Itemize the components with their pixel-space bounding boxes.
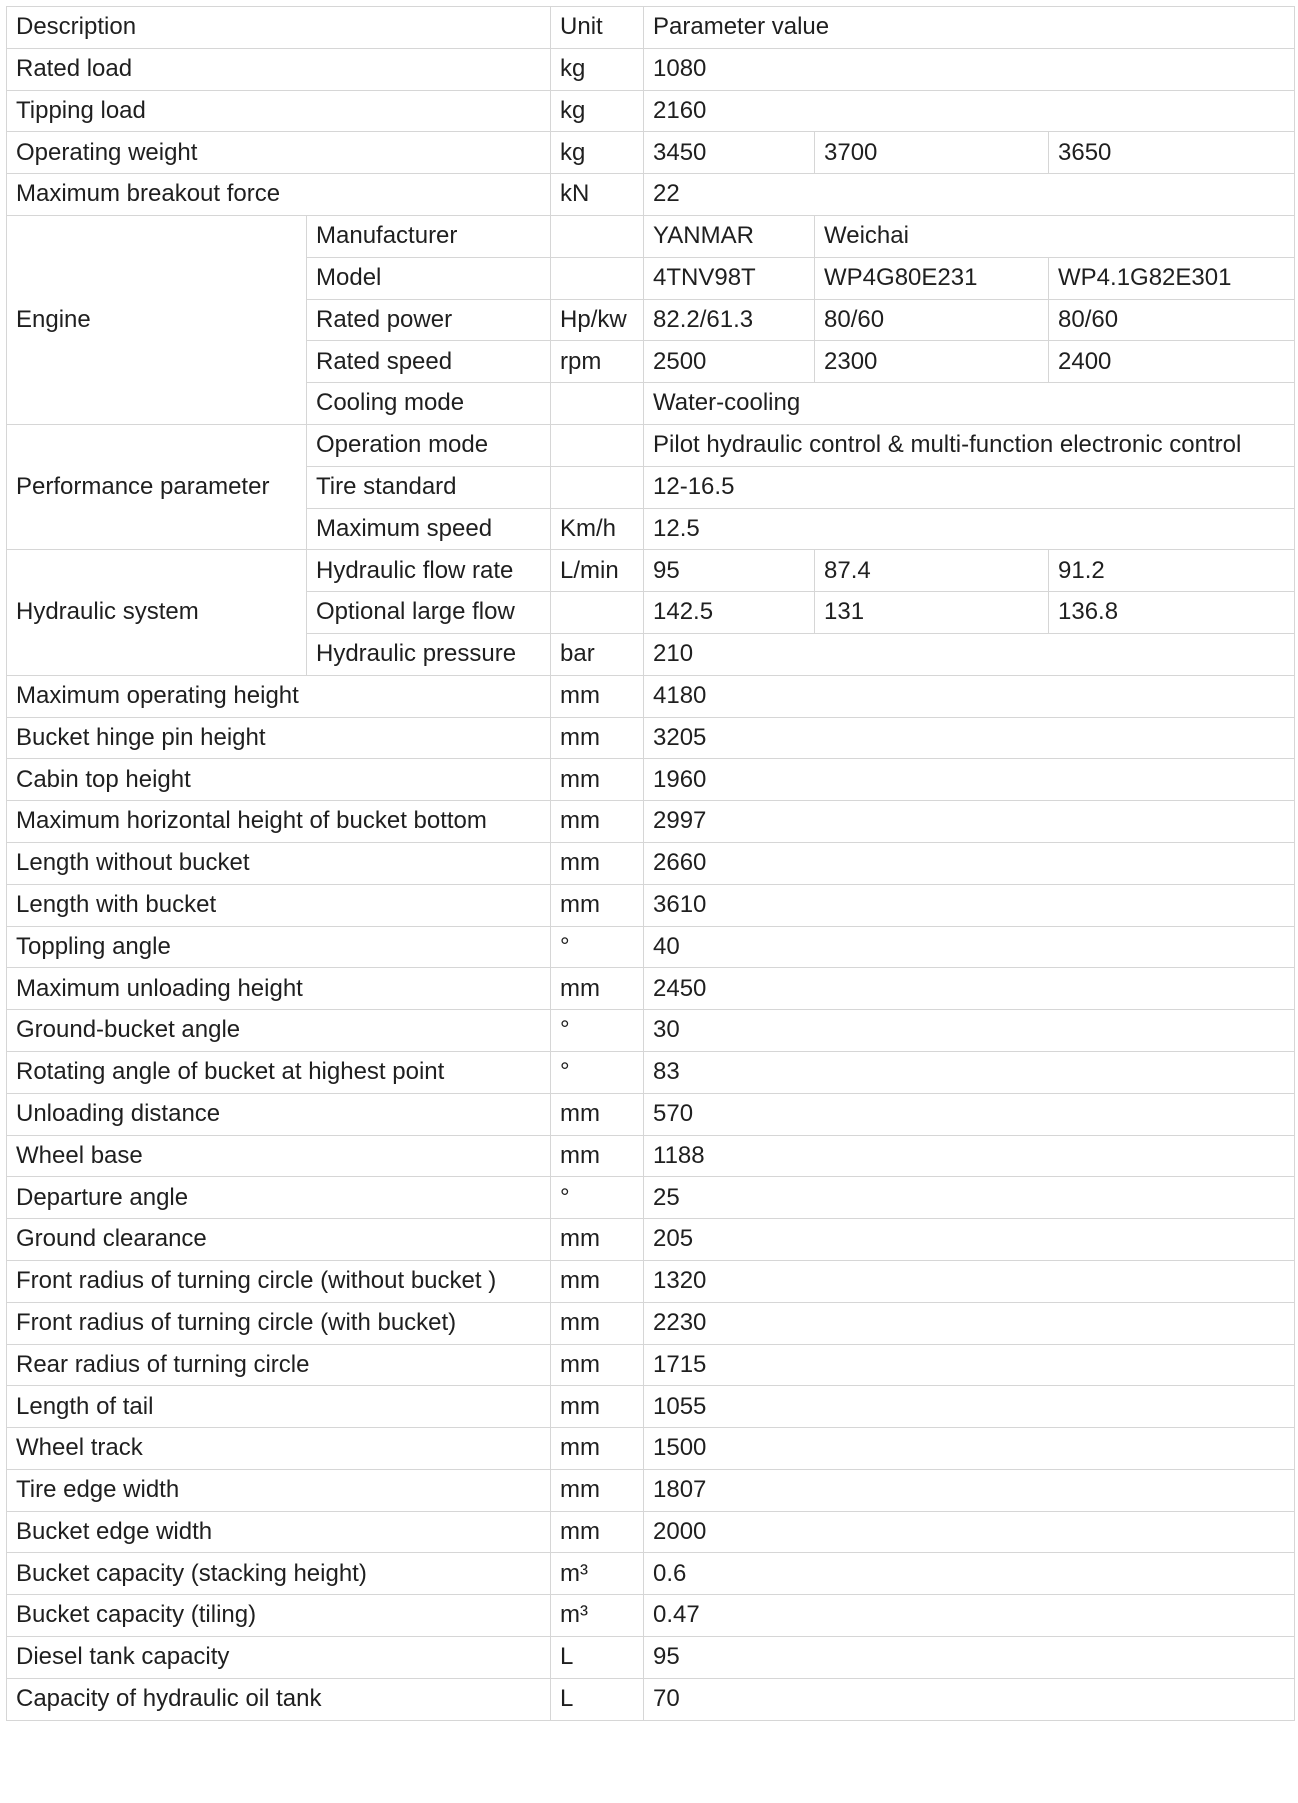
table-row [7,1678,1295,1720]
row-value-2: 80/60 [815,299,1049,341]
table-row [7,926,1295,968]
row-unit [551,383,644,425]
row-unit: mm [551,801,644,843]
row-value: 570 [644,1093,1295,1135]
row-unit: mm [551,1260,644,1302]
row-value: 12-16.5 [644,466,1295,508]
header-parameter-value: Parameter value [644,7,1295,49]
row-value: 2230 [644,1302,1295,1344]
table-row [7,717,1295,759]
row-unit: mm [551,675,644,717]
row-unit: ° [551,1051,644,1093]
row-value: 3610 [644,884,1295,926]
row-unit: bar [551,633,644,675]
row-value-1: 95 [644,550,815,592]
row-value: 1320 [644,1260,1295,1302]
table-row [7,884,1295,926]
row-value: 2997 [644,801,1295,843]
table-row [7,1219,1295,1261]
table-row [7,1260,1295,1302]
row-unit: mm [551,1219,644,1261]
row-value-2: 131 [815,592,1049,634]
row-label: Bucket capacity (stacking height) [7,1553,551,1595]
table-header-row [7,7,1295,49]
row-value: 1055 [644,1386,1295,1428]
row-unit [551,215,644,257]
row-unit: ° [551,1010,644,1052]
row-unit: mm [551,1469,644,1511]
row-value: 1080 [644,48,1295,90]
row-unit: mm [551,1511,644,1553]
row-value-1: 3450 [644,132,815,174]
table-row [7,1135,1295,1177]
row-value: 70 [644,1678,1295,1720]
row-value-1: 4TNV98T [644,257,815,299]
table-row [7,842,1295,884]
table-row [7,132,1295,174]
row-value-2: 3700 [815,132,1049,174]
row-label: Bucket edge width [7,1511,551,1553]
row-unit: mm [551,1386,644,1428]
table-row [7,1637,1295,1679]
row-unit: mm [551,1302,644,1344]
row-label: Hydraulic flow rate [307,550,551,592]
row-value: 2160 [644,90,1295,132]
row-label: Departure angle [7,1177,551,1219]
row-label: Maximum unloading height [7,968,551,1010]
row-unit: mm [551,968,644,1010]
row-unit: Hp/kw [551,299,644,341]
row-value-1: YANMAR [644,215,815,257]
row-unit: kg [551,90,644,132]
row-label: Length of tail [7,1386,551,1428]
row-value: 1715 [644,1344,1295,1386]
row-label: Wheel base [7,1135,551,1177]
row-value-1: 142.5 [644,592,815,634]
table-row [7,1302,1295,1344]
table-row [7,1344,1295,1386]
row-value: 25 [644,1177,1295,1219]
row-unit: kg [551,132,644,174]
row-label: Rated power [307,299,551,341]
table-row [7,1511,1295,1553]
row-label: Maximum operating height [7,675,551,717]
row-unit: m³ [551,1553,644,1595]
row-label: Front radius of turning circle (without bucket ) [7,1260,551,1302]
row-value: 1188 [644,1135,1295,1177]
row-label: Diesel tank capacity [7,1637,551,1679]
row-label: Ground-bucket angle [7,1010,551,1052]
row-unit: mm [551,884,644,926]
row-value: 205 [644,1219,1295,1261]
row-unit: mm [551,842,644,884]
table-row [7,1469,1295,1511]
table-row [7,1553,1295,1595]
row-value-2: 2300 [815,341,1049,383]
row-label: Model [307,257,551,299]
row-value-3: 80/60 [1049,299,1295,341]
row-unit: rpm [551,341,644,383]
table-row [7,1093,1295,1135]
row-label: Front radius of turning circle (with bucket) [7,1302,551,1344]
row-value-3: 91.2 [1049,550,1295,592]
row-value: 2000 [644,1511,1295,1553]
row-value: 22 [644,174,1295,216]
row-value: 1807 [644,1469,1295,1511]
row-label: Rated speed [307,341,551,383]
table-row [7,1177,1295,1219]
table-row [7,968,1295,1010]
row-label: Capacity of hydraulic oil tank [7,1678,551,1720]
row-unit [551,592,644,634]
spec-table [6,6,1295,1721]
table-row [7,215,1295,257]
row-value: 83 [644,1051,1295,1093]
row-label: Manufacturer [307,215,551,257]
row-unit: Km/h [551,508,644,550]
row-value-3: 2400 [1049,341,1295,383]
row-label: Wheel track [7,1428,551,1470]
row-unit: L/min [551,550,644,592]
row-label: Optional large flow [307,592,551,634]
row-value: 3205 [644,717,1295,759]
row-label: Cooling mode [307,383,551,425]
table-row [7,1010,1295,1052]
row-unit: mm [551,1344,644,1386]
row-value: 12.5 [644,508,1295,550]
row-value-3: 3650 [1049,132,1295,174]
table-row [7,759,1295,801]
table-row [7,1051,1295,1093]
row-value: 2450 [644,968,1295,1010]
table-row [7,1595,1295,1637]
row-unit: mm [551,759,644,801]
table-row [7,550,1295,592]
row-value: 1960 [644,759,1295,801]
row-unit: mm [551,1093,644,1135]
row-value: 0.47 [644,1595,1295,1637]
row-value: 2660 [644,842,1295,884]
row-label: Length with bucket [7,884,551,926]
row-unit: mm [551,1428,644,1470]
row-unit: ° [551,926,644,968]
row-label: Cabin top height [7,759,551,801]
table-row [7,1428,1295,1470]
row-unit [551,466,644,508]
header-unit: Unit [551,7,644,49]
row-label: Maximum horizontal height of bucket bottom [7,801,551,843]
row-label: Tipping load [7,90,551,132]
row-value: 0.6 [644,1553,1295,1595]
row-value-3: 136.8 [1049,592,1295,634]
spec-table-body [7,7,1295,1721]
row-label: Tire standard [307,466,551,508]
row-value: 1500 [644,1428,1295,1470]
row-unit: mm [551,717,644,759]
table-row [7,90,1295,132]
row-label: Bucket hinge pin height [7,717,551,759]
row-value-1: 82.2/61.3 [644,299,815,341]
row-value-2: 87.4 [815,550,1049,592]
row-unit: m³ [551,1595,644,1637]
row-value-3: WP4.1G82E301 [1049,257,1295,299]
row-unit [551,257,644,299]
group-label-hydraulic: Hydraulic system [7,550,307,675]
row-label: Maximum breakout force [7,174,551,216]
table-row [7,675,1295,717]
row-value: Pilot hydraulic control & multi-function electronic control [644,424,1295,466]
row-unit: kN [551,174,644,216]
row-unit: mm [551,1135,644,1177]
row-label: Hydraulic pressure [307,633,551,675]
row-label: Ground clearance [7,1219,551,1261]
row-value: Water-cooling [644,383,1295,425]
row-label: Rear radius of turning circle [7,1344,551,1386]
row-label: Length without bucket [7,842,551,884]
table-row [7,174,1295,216]
row-label: Bucket capacity (tiling) [7,1595,551,1637]
row-label: Unloading distance [7,1093,551,1135]
row-label: Tire edge width [7,1469,551,1511]
table-row [7,1386,1295,1428]
group-label-engine: Engine [7,215,307,424]
row-unit: L [551,1678,644,1720]
row-unit [551,424,644,466]
row-value-2: Weichai [815,215,1295,257]
row-label: Maximum speed [307,508,551,550]
row-value-2: WP4G80E231 [815,257,1049,299]
row-label: Toppling angle [7,926,551,968]
row-value: 95 [644,1637,1295,1679]
row-value: 40 [644,926,1295,968]
row-value-1: 2500 [644,341,815,383]
table-row [7,424,1295,466]
row-label: Rated load [7,48,551,90]
row-value: 4180 [644,675,1295,717]
row-value: 30 [644,1010,1295,1052]
table-row [7,48,1295,90]
row-unit: kg [551,48,644,90]
row-label: Operating weight [7,132,551,174]
table-row [7,801,1295,843]
row-label: Operation mode [307,424,551,466]
row-unit: ° [551,1177,644,1219]
row-value: 210 [644,633,1295,675]
row-label: Rotating angle of bucket at highest point [7,1051,551,1093]
group-label-performance: Performance parameter [7,424,307,549]
row-unit: L [551,1637,644,1679]
header-description: Description [7,7,551,49]
